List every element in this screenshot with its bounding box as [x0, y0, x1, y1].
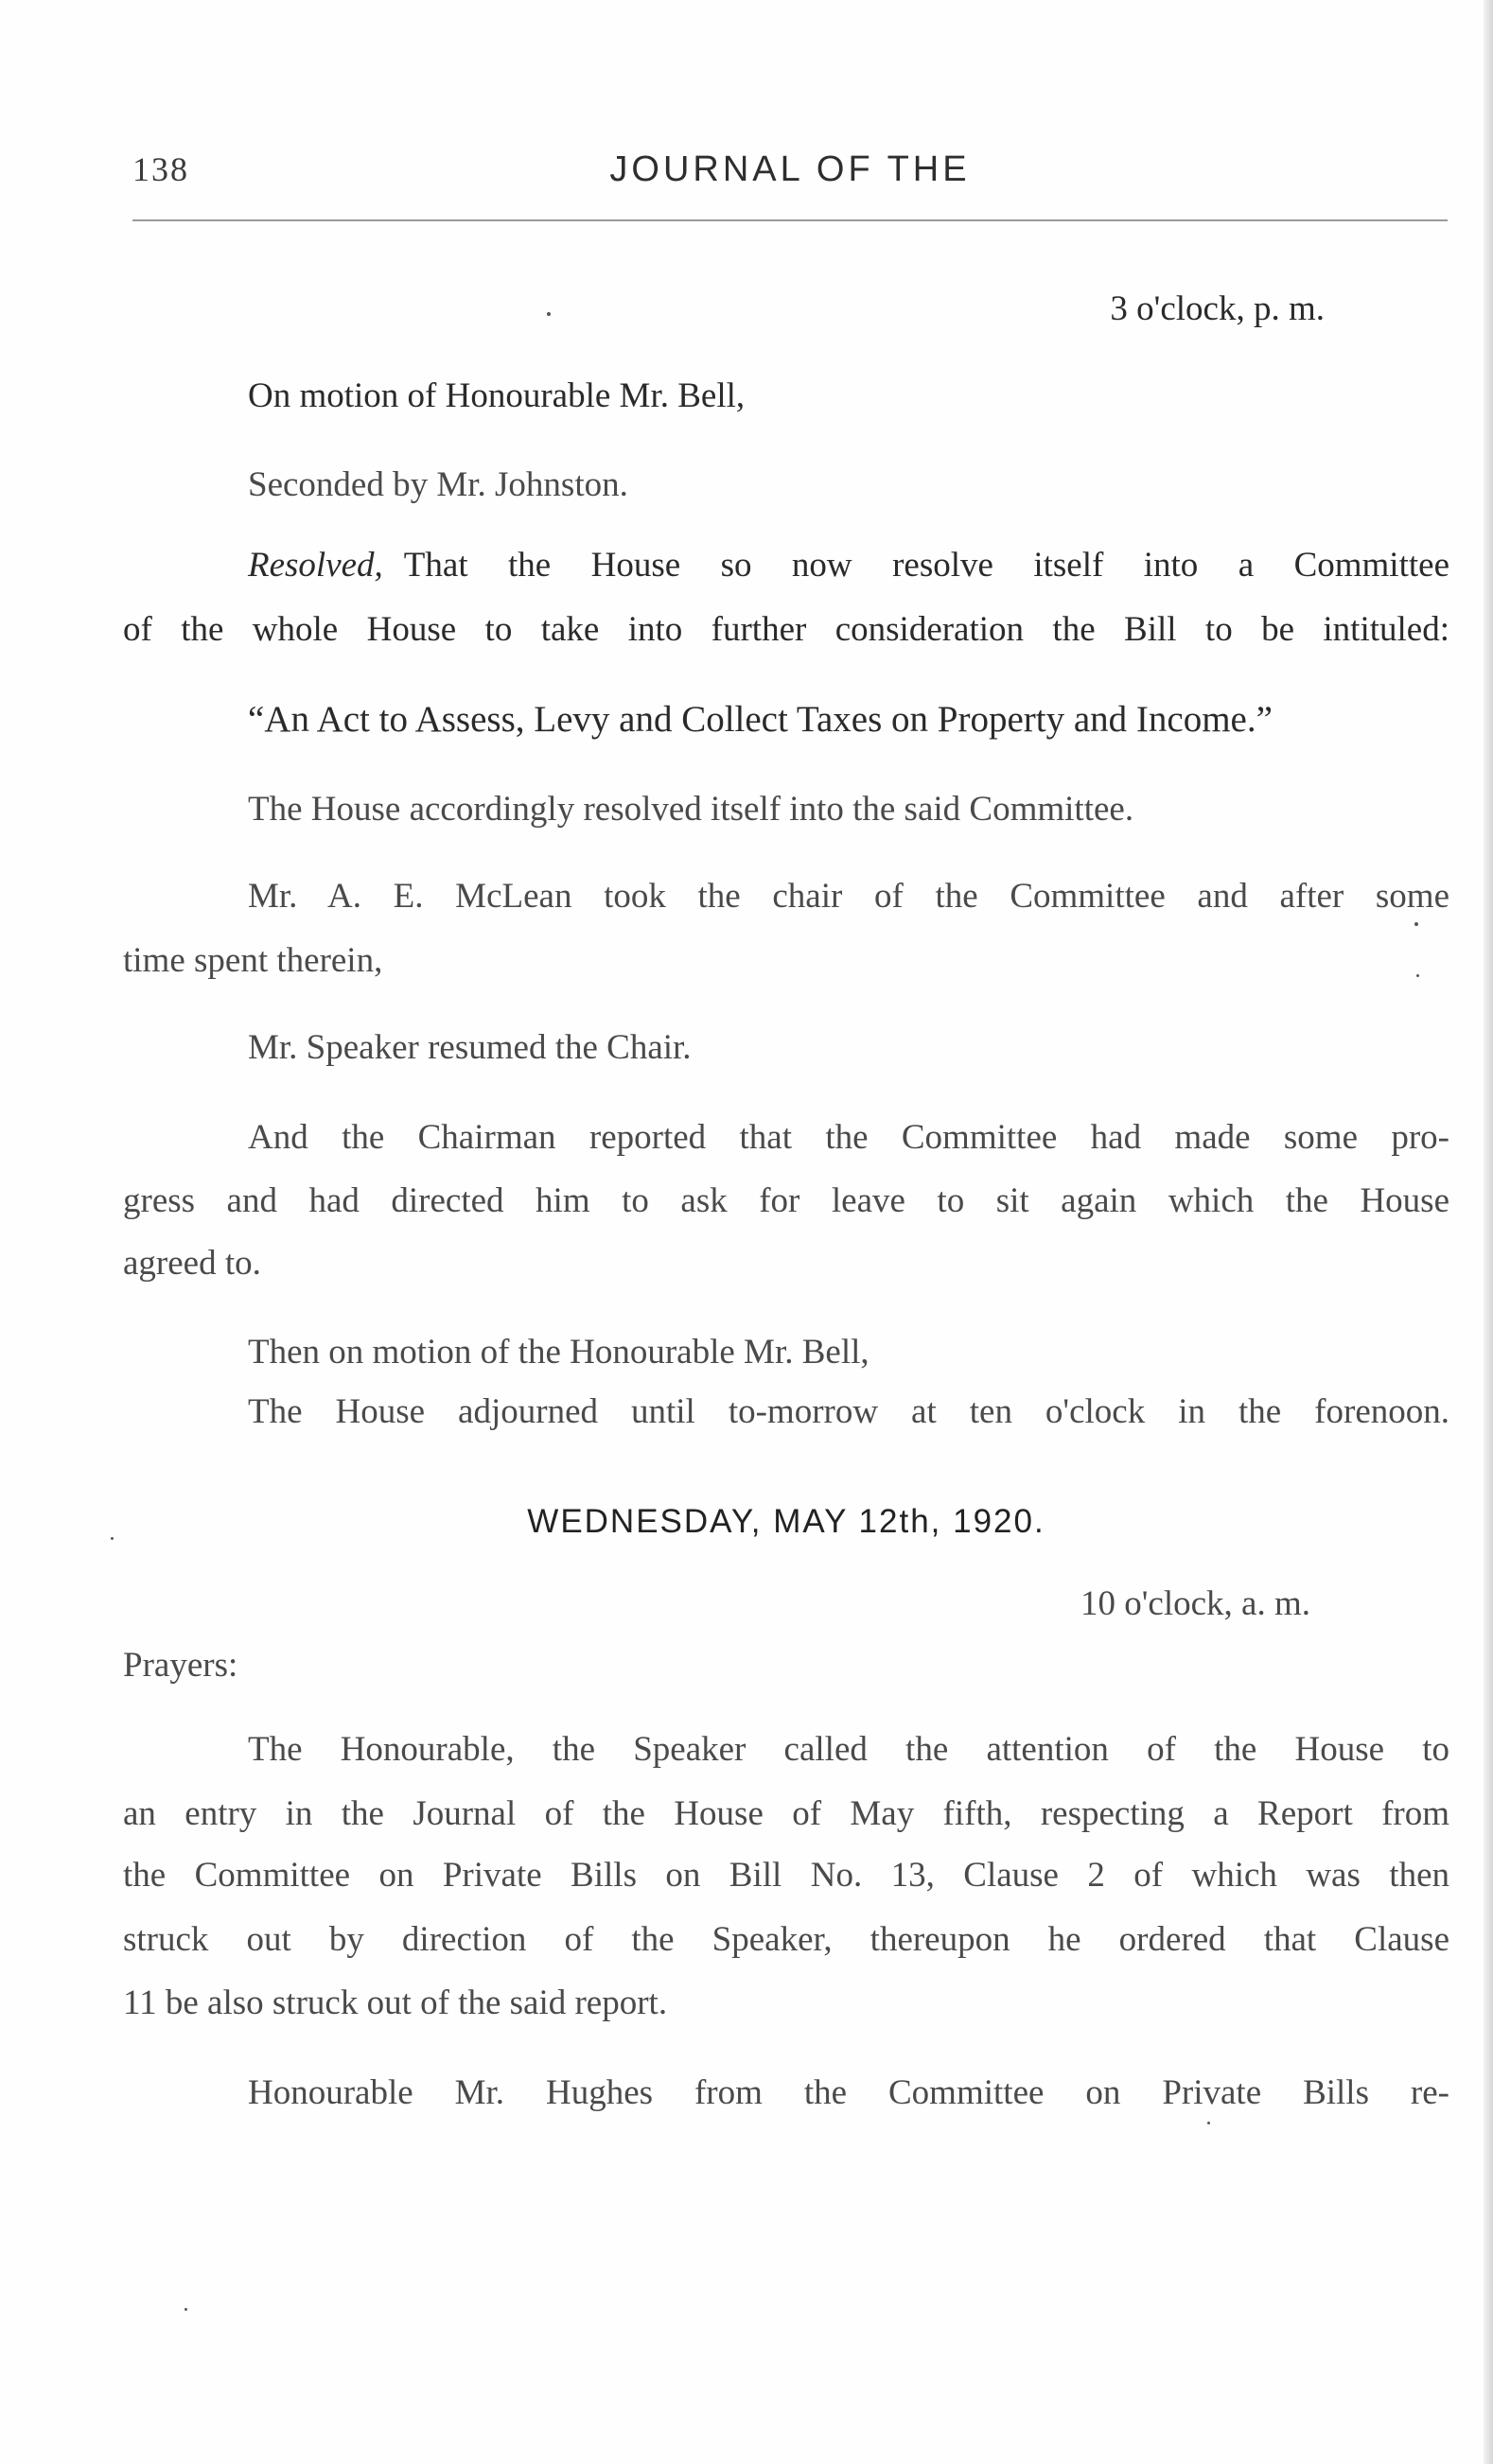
scan-speck: [1416, 974, 1419, 977]
scan-speck: [184, 2308, 187, 2311]
page-edge-shadow: [1484, 0, 1493, 2464]
chair-line-2: time spent therein,: [123, 941, 383, 980]
adjourn-line-2: The House adjourned until to-morrow at ten o'clock in the forenoon.: [248, 1392, 1449, 1431]
scan-speck: [1207, 2122, 1210, 2124]
prayers-line: Prayers:: [123, 1646, 238, 1685]
report-line-2: gress and had directed him to ask for leave to sit again which the House: [123, 1181, 1449, 1220]
scan-speck: [111, 1537, 114, 1540]
speaker-para-line-4: struck out by direction of the Speaker, thereupon he ordered that Clause: [123, 1920, 1449, 1959]
bill-title: “An Act to Assess, Levy and Collect Taxes on Property and Income.”: [248, 699, 1273, 740]
adjourn-line-1: Then on motion of the Honourable Mr. Bell,: [248, 1333, 869, 1372]
resolved-label: Resolved,: [248, 546, 383, 585]
scan-speck: [1414, 922, 1418, 926]
hughes-line: Honourable Mr. Hughes from the Committee on Private Bills re-: [248, 2073, 1449, 2112]
seconded-line: Seconded by Mr. Johnston.: [248, 465, 628, 504]
journal-body: [123, 0, 1452, 2464]
speaker-para-line-1: The Honourable, the Speaker called the attention of the House to: [248, 1730, 1449, 1769]
scan-speck: [547, 312, 551, 316]
speaker-para-line-2: an entry in the Journal of the House of May fifth, respecting a Report from: [123, 1794, 1449, 1833]
motion-line: On motion of Honourable Mr. Bell,: [248, 376, 746, 415]
resolved-line-2: of the whole House to take into further consideration the Bill to be intituled:: [123, 610, 1449, 649]
page-number: 138: [132, 150, 189, 188]
speaker-para-line-5: 11 be also struck out of the said report.: [123, 1983, 668, 2022]
running-head: JOURNAL OF THE: [609, 149, 971, 189]
resolved-line-1: That the House so now resolve itself into a Committee: [403, 546, 1449, 585]
report-line-1: And the Chairman reported that the Committee had made some pro-: [248, 1118, 1449, 1157]
report-line-3: agreed to.: [123, 1244, 261, 1283]
date-heading: WEDNESDAY, MAY 12th, 1920.: [527, 1503, 1045, 1540]
speaker-resumed-line: Mr. Speaker resumed the Chair.: [248, 1028, 692, 1067]
committee-line: The House accordingly resolved itself into the said Committee.: [248, 790, 1134, 829]
chair-line-1: Mr. A. E. McLean took the chair of the Committee and after some: [248, 877, 1449, 916]
resolved-paragraph-line-1: [248, 534, 1449, 597]
morning-time: 10 o'clock, a. m.: [1080, 1584, 1310, 1623]
speaker-para-line-3: the Committee on Private Bills on Bill No. 13, Clause 2 of which was then: [123, 1856, 1449, 1895]
afternoon-time: 3 o'clock, p. m.: [1110, 289, 1325, 328]
